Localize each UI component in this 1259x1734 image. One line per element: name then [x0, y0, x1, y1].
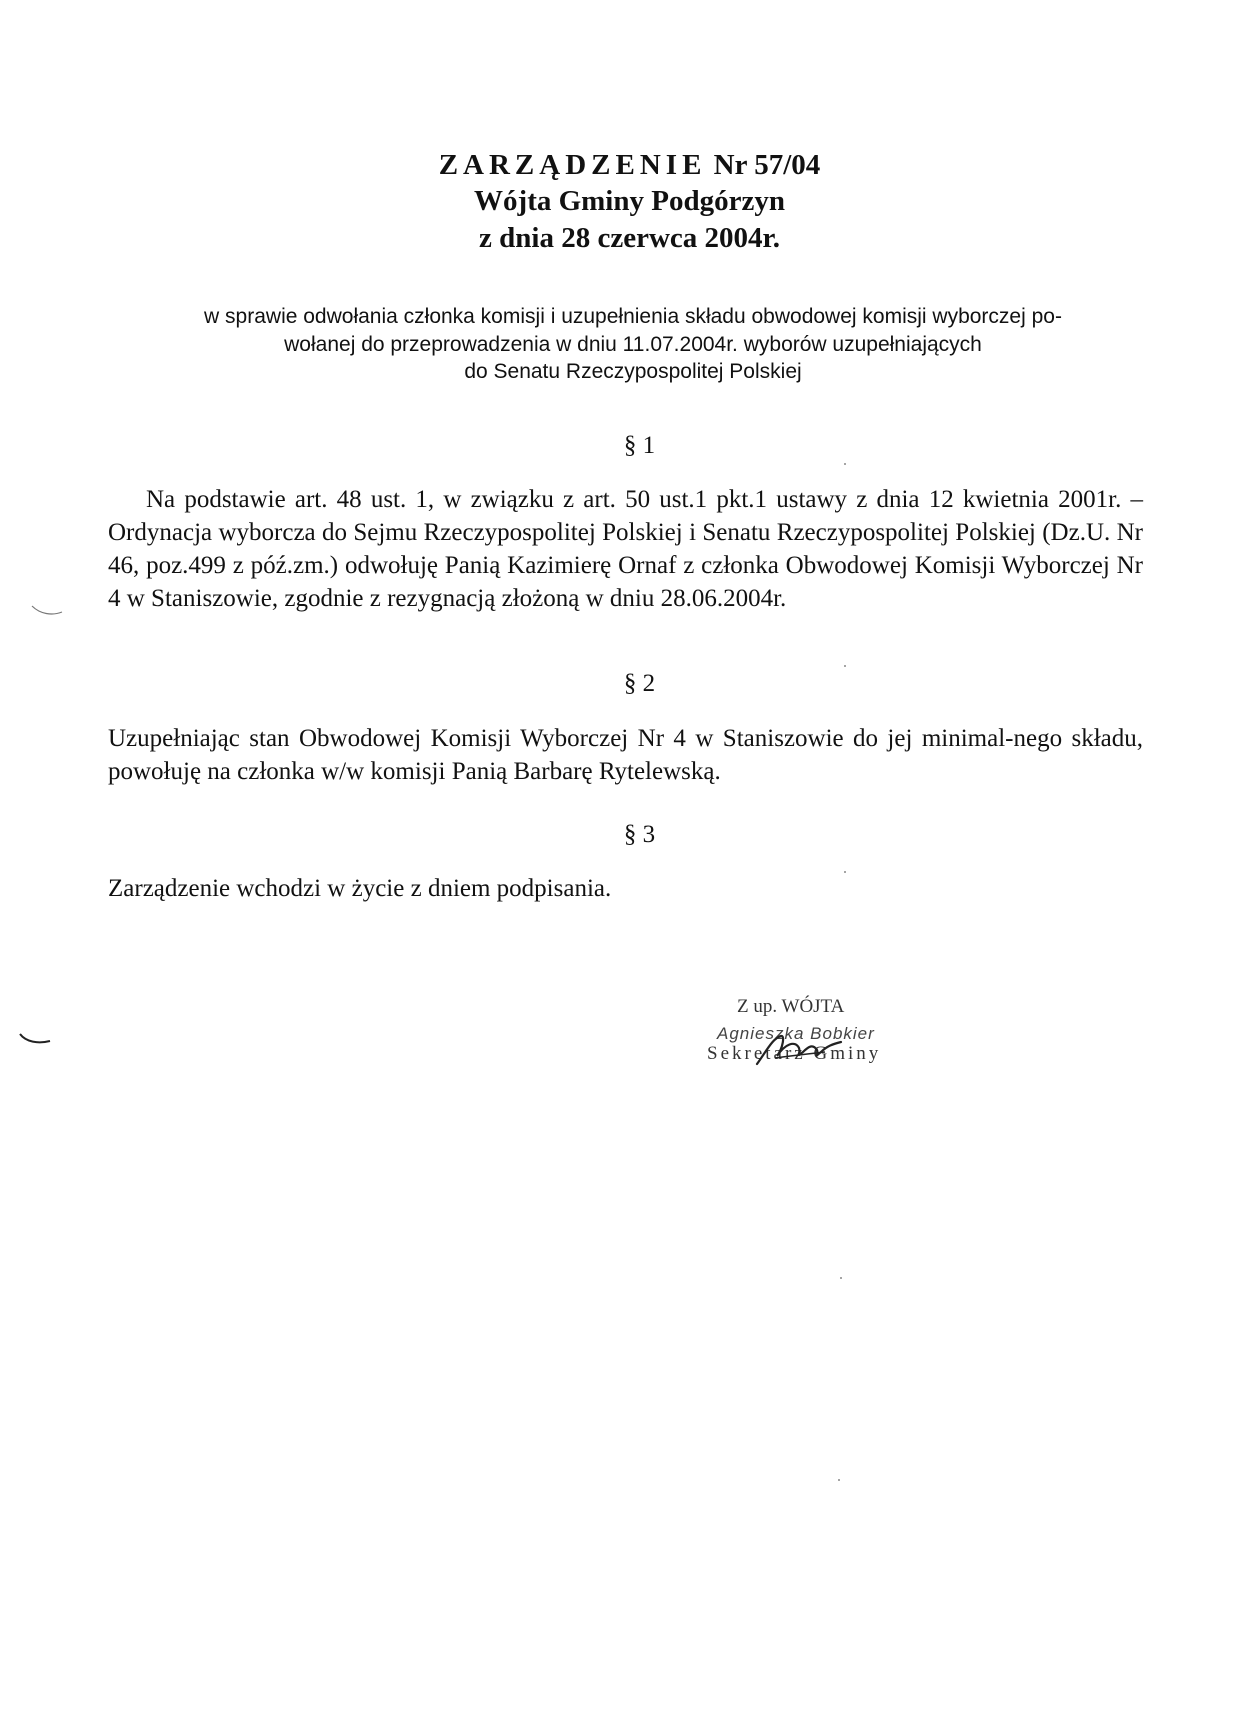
signature-on-behalf: Z up. WÓJTA [737, 996, 845, 1017]
subject-line-2: wołanej do przeprowadzenia w dniu 11.07.2004r. wyborów uzupełniających [284, 333, 982, 356]
scan-margin-mark [30, 604, 64, 618]
signature-role: Sekretarz Gminy [707, 1043, 882, 1064]
section-mark-3: § 3 [623, 821, 656, 848]
section-1-text: Na podstawie art. 48 ust. 1, w związku z art. 50 ust.1 pkt.1 ustawy z dnia 12 kwietnia 2001r. – Ordynacja wyborcza do Sejmu Rzeczypospolitej Polskiej i Senatu Rzeczypospolitej Polskiej (Dz.U. Nr 46, poz.499 z póź.zm.) odwołuję Panią Kazimierę Ornaf z członka Obwodowej Komisji Wyborczej Nr 4 w Staniszowie, zgodnie z rezygnacją złożoną w dniu 28.06.2004r. [108, 486, 1143, 612]
document-issuer: Wójta Gminy Podgórzyn [474, 185, 785, 217]
section-mark-2: § 2 [623, 670, 656, 697]
subject-line-1: w sprawie odwołania członka komisji i uzupełnienia składu obwodowej komisji wyborczej po- [204, 305, 1062, 328]
handwritten-signature [755, 1030, 845, 1070]
document-number: Nr 57/04 [713, 149, 821, 181]
scan-dot [839, 1276, 843, 1280]
section-mark-1: § 1 [623, 432, 656, 459]
document-date: z dnia 28 czerwca 2004r. [479, 222, 780, 254]
scan-dot [837, 1478, 841, 1482]
scan-margin-mark [18, 1032, 52, 1046]
scan-dot [843, 870, 847, 874]
scan-dot [843, 664, 847, 668]
subject-line-3: do Senatu Rzeczypospolitej Polskiej [464, 360, 802, 383]
section-3-text: Zarządzenie wchodzi w życie z dniem podpisania. [108, 875, 612, 902]
document-title-line1 [0, 146, 1259, 184]
document-type: ZARZĄDZENIE [438, 149, 707, 181]
section-2-text: Uzupełniając stan Obwodowej Komisji Wyborczej Nr 4 w Staniszowie do jej minimal-nego składu, powołuję na członka w/w komisji Panią Barbarę Rytelewską. [108, 725, 1143, 785]
scan-dot [843, 462, 847, 466]
signature-name: Agnieszka Bobkier [717, 1024, 875, 1043]
